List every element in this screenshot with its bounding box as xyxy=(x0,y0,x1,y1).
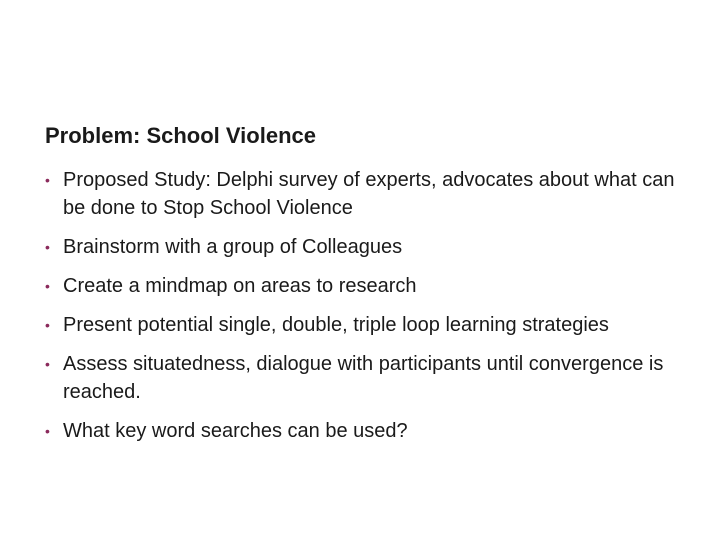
bullet-icon: • xyxy=(45,278,50,294)
bullet-icon: • xyxy=(45,317,50,333)
bullet-item xyxy=(45,272,675,300)
bullet-text: Brainstorm with a group of Colleagues xyxy=(63,236,403,258)
bullet-item xyxy=(45,233,675,261)
bullet-text: What key word searches can be used? xyxy=(63,420,408,442)
bullet-list xyxy=(45,166,675,456)
bullet-icon: • xyxy=(45,356,50,372)
bullet-text: Present potential single, double, triple loop learning strategies xyxy=(63,314,609,336)
slide-title: Problem: School Violence xyxy=(45,123,316,148)
bullet-text: Create a mindmap on areas to research xyxy=(63,275,417,297)
bullet-item xyxy=(45,417,675,445)
bullet-icon: • xyxy=(45,172,50,188)
bullet-text: Assess situatedness, dialogue with participants until convergence is reached. xyxy=(63,353,664,403)
bullet-item xyxy=(45,311,675,339)
bullet-item xyxy=(45,350,675,406)
bullet-icon: • xyxy=(45,423,50,439)
bullet-text: Proposed Study: Delphi survey of experts, advocates about what can be done to Stop School Violence xyxy=(63,169,675,219)
bullet-item xyxy=(45,166,675,222)
bullet-icon: • xyxy=(45,239,50,255)
